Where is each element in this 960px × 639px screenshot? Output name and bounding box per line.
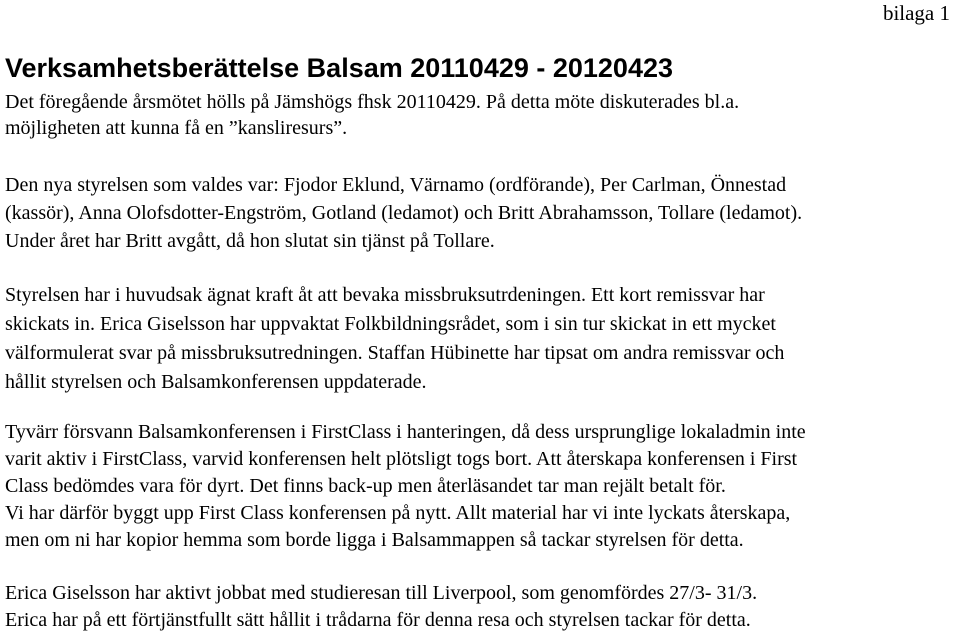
text-line: Under året har Britt avgått, då hon slutat sin tjänst på Tollare. [5,230,495,252]
text-line: Erica Giselsson har aktivt jobbat med studieresan till Liverpool, som genomfördes 27/3- 31/3. [5,582,758,604]
text-line: (kassör), Anna Olofsdotter-Engström, Gotland (ledamot) och Britt Abrahamsson, Tollare (ledamot). [5,202,803,224]
paragraph-board-work [5,281,960,397]
text-line: Class bedömdes vara för dyrt. Det finns back-up men återläsandet tar man rejält betalt för. [5,475,726,497]
paragraph-board-members [5,171,960,255]
text-line: men om ni har kopior hemma som borde ligga i Balsammappen så tackar styrelsen för detta. [5,529,744,551]
paragraph-annual-meeting [5,89,960,141]
text-line: Styrelsen har i huvudsak ägnat kraft åt att bevaka missbruksutrdeningen. Ett kort remissvar har [5,284,765,306]
text-line: skickats in. Erica Giselsson har uppvaktat Folkbildningsrådet, som i sin tur skickat in ett mycket [5,313,776,335]
text-line: välformulerat svar på missbruksutredningen. Staffan Hübinette har tipsat om andra remissvar och [5,342,785,364]
text-line: Vi har därför byggt upp First Class konferensen på nytt. Allt material har vi inte lyckats återskapa, [5,502,791,524]
text-line: Det föregående årsmötet hölls på Jämshögs fhsk 20110429. På detta möte diskuterades bl.a. [5,91,740,113]
text-line: Den nya styrelsen som valdes var: Fjodor Eklund, Värnamo (ordförande), Per Carlman, Önnestad [5,174,787,196]
attachment-label: bilaga 1 [882,1,950,25]
paragraph-study-trip [5,580,960,634]
text-line: Erica har på ett förtjänstfullt sätt hållit i trådarna för denna resa och styrelsen tackar för detta. [5,609,751,631]
document-title: Verksamhetsberättelse Balsam 20110429 - 20120423 [5,53,673,83]
paragraph-firstclass [5,419,960,554]
text-line: varit aktiv i FirstClass, varvid konferensen helt plötsligt togs bort. Att återskapa konferensen i First [5,448,798,470]
text-line: Tyvärr försvann Balsamkonferensen i FirstClass i hanteringen, då dess ursprunglige lokaladmin inte [5,421,806,443]
text-line: möjligheten att kunna få en ”kansliresurs”. [5,117,348,139]
text-line: hållit styrelsen och Balsamkonferensen uppdaterade. [5,371,427,393]
